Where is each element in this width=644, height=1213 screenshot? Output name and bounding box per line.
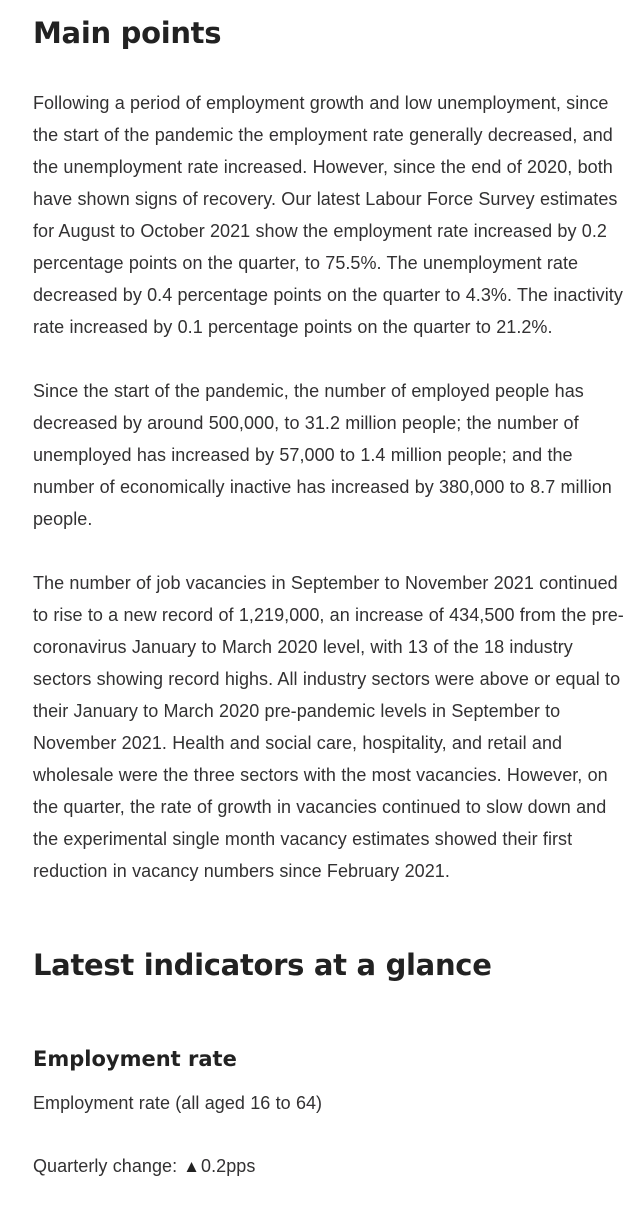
quarterly-change-label: Quarterly change:	[33, 1156, 178, 1176]
quarterly-change-value: 0.2pps	[201, 1156, 256, 1176]
up-triangle-icon: ▲	[183, 1157, 201, 1176]
main-points-heading: Main points	[33, 16, 222, 50]
main-points-paragraph: The number of job vacancies in September to November 2021 continued to rise to a new record of 1,219,000, an increase of 434,500 from the pre-coronavirus January to March 2020 level, with 13 of the 18 industry sectors showing record highs. All industry sectors were above or equal to their January to March 2020 pre-pandemic levels in September to November 2021. Health and social care, hospitality, and retail and wholesale were the three sectors with the most vacancies. However, on the quarter, the rate of growth in vacancies continued to slow down and the experimental single month vacancy estimates showed their first reduction in vacancy numbers since February 2021.	[33, 573, 624, 881]
main-points-paragraph: Since the start of the pandemic, the number of employed people has decreased by around 500,000, to 31.2 million people; the number of unemployed has increased by 57,000 to 1.4 million people; and the number of economically inactive has increased by 380,000 to 8.7 million people.	[33, 381, 612, 529]
employment-rate-description: Employment rate (all aged 16 to 64)	[33, 1093, 323, 1113]
latest-indicators-heading: Latest indicators at a glance	[33, 948, 492, 982]
main-points-paragraph: Following a period of employment growth and low unemployment, since the start of the pandemic the employment rate generally decreased, and the unemployment rate increased. However, since the end of 2020, both have shown signs of recovery. Our latest Labour Force Survey estimates for August to October 2021 show the employment rate increased by 0.2 percentage points on the quarter, to 75.5%. The unemployment rate decreased by 0.4 percentage points on the quarter to 4.3%. The inactivity rate increased by 0.1 percentage points on the quarter to 21.2%.	[33, 93, 623, 337]
employment-rate-heading: Employment rate	[33, 1047, 237, 1071]
quarterly-change	[33, 1150, 630, 1183]
